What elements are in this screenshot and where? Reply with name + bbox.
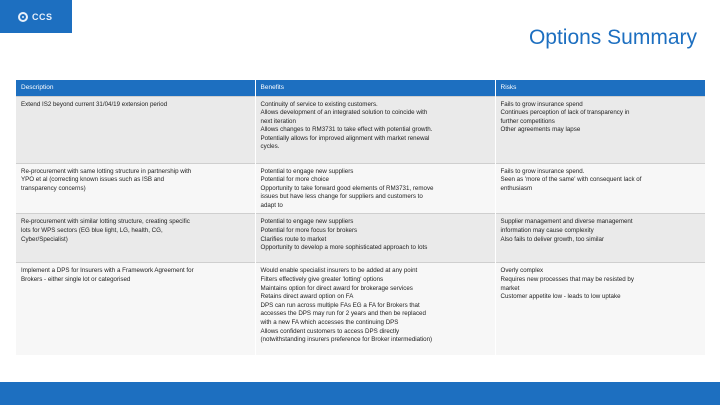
options-table xyxy=(16,80,705,355)
table-row xyxy=(16,96,705,163)
benefits-cell: Potential to engage new suppliers Potential for more focus for brokers Clarifies route to market Opportunity to develop a more sophisticated approach to lots xyxy=(255,214,495,263)
description-cell: Re-procurement with same lotting structure in partnership with YPO et al (correcting known issues such as ISB and transparency concerns) xyxy=(16,163,255,214)
logo-text: CCS xyxy=(32,11,53,22)
benefits-cell: Continuity of service to existing customers. Allows development of an integrated solution to coincide with next iteration Allows changes to RM3731 to take effect with potential growth. Potentially allows for improved alignment with market renewal cycles. xyxy=(255,96,495,163)
footer-bar xyxy=(0,382,720,405)
risks-cell: Fails to grow insurance spend. Seen as 'more of the same' with consequent lack of enthusiasm xyxy=(495,163,705,214)
header-description: Description xyxy=(16,80,255,96)
benefits-cell: Would enable specialist insurers to be added at any point Filters effectively give greater 'lotting' options Maintains option for direct award for brokerage services Retains direct award option on FA DPS can run across multiple FAs EG a FA for Brokers that accesses the DPS may run for 2 years and then be replaced with a new FA which accesses the continuing DPS Allows confident customers to access DPS directly (notwithstanding insurers preference for Broker intermediation) xyxy=(255,263,495,355)
crown-logo-icon xyxy=(18,12,28,22)
table-row xyxy=(16,163,705,214)
table-row xyxy=(16,214,705,263)
risks-cell: Fails to grow insurance spend Continues perception of lack of transparency in further competitions Other agreements may lapse xyxy=(495,96,705,163)
description-cell: Re-procurement with similar lotting structure, creating specific lots for WPS sectors (EG blue light, LG, health, CG, Cyber/Specialist) xyxy=(16,214,255,263)
page-title: Options Summary xyxy=(528,26,697,49)
description-cell: Extend IS2 beyond current 31/04/19 extension period xyxy=(16,96,255,163)
description-cell: Implement a DPS for Insurers with a Framework Agreement for Brokers - either single lot or categorised xyxy=(16,263,255,355)
table-header-row xyxy=(16,80,705,96)
table-row xyxy=(16,263,705,355)
header-benefits: Benefits xyxy=(255,80,495,96)
ccs-logo xyxy=(0,0,72,33)
benefits-cell: Potential to engage new suppliers Potential for more choice Opportunity to take forward good elements of RM3731, remove issues but have less change for suppliers and customers to adapt to xyxy=(255,163,495,214)
risks-cell: Supplier management and diverse management information may cause complexity Also fails to deliver growth, too similar xyxy=(495,214,705,263)
header-risks: Risks xyxy=(495,80,705,96)
risks-cell: Overly complex Requires new processes that may be resisted by market Customer appetite low - leads to low uptake xyxy=(495,263,705,355)
